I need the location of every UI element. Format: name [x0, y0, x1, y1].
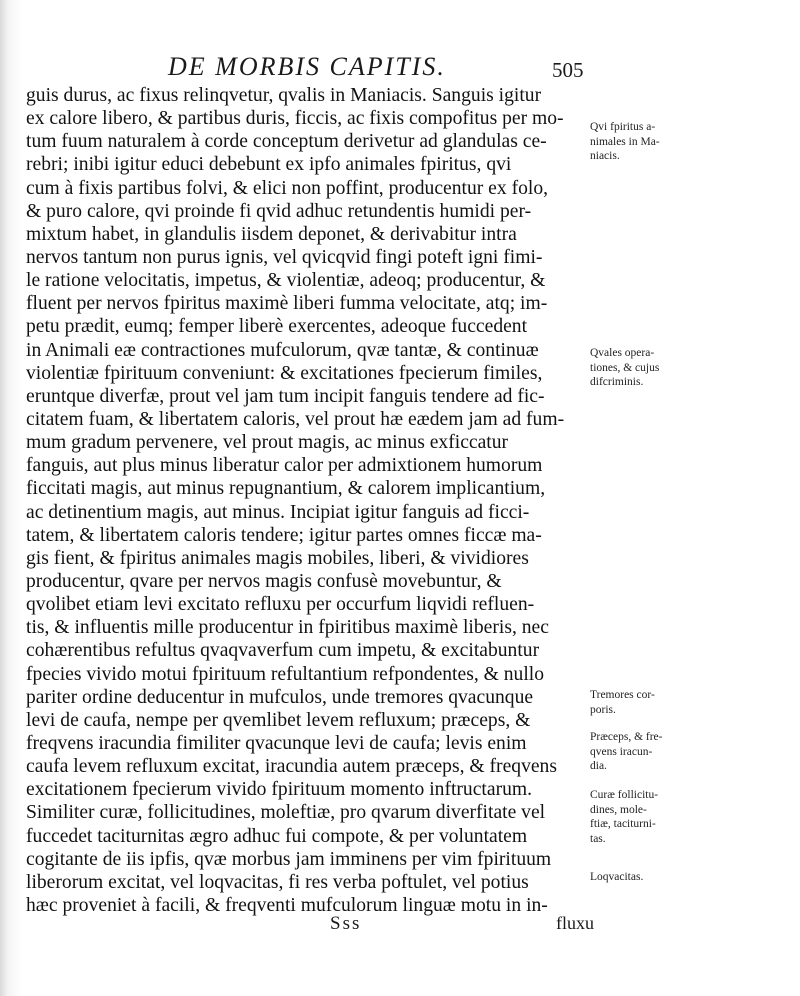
text-line: hæc proveniet à facili, & freqventi mufculorum linguæ motu in in-: [26, 894, 548, 916]
sidenote-line: Tremores cor-: [590, 689, 655, 701]
text-line: qvolibet etiam levi excitato refluxu per occurfum liqvidi refluen-: [26, 594, 535, 616]
text-line: mum gradum pervenere, vel prout magis, ac minus exficcatur: [26, 432, 509, 454]
text-line: mixtum habet, in glandulis iisdem deponet, & derivabitur intra: [26, 223, 517, 245]
text-line: nervos tantum non purus ignis, vel qvicqvid fingi poteft igni fimi-: [26, 246, 543, 268]
text-line: fluent per nervos fpiritus maximè liberi fumma velocitate, atq; im-: [26, 293, 548, 315]
sidenote-curae: [590, 788, 705, 846]
text-line: rebri; inibi igitur educi debebunt ex ipfo animales fpiritus, qvi: [26, 154, 512, 176]
text-line: le ratione velocitatis, impetus, & violentiæ, adeoq; producentur, &: [26, 270, 546, 292]
text-line: freqvens iracundia fimiliter qvacunque levi de caufa; levis enim: [26, 732, 527, 754]
catchword: fluxu: [556, 913, 594, 933]
text-line: pariter ordine deducentur in mufculos, unde tremores qvacunque: [26, 686, 534, 708]
page-number: 505: [552, 58, 584, 82]
text-line: cum à fixis partibus folvi, & elici non poffint, producentur ex folo,: [26, 177, 549, 199]
text-line: eruntque diverfæ, prout vel jam tum incipit fanguis tendere ad fic-: [26, 385, 545, 407]
sidenote-line: qvens iracun-: [590, 745, 653, 758]
sidenote-line: Curæ follicitu-: [590, 789, 659, 801]
text-line: tatem, & libertatem caloris tendere; igitur partes omnes ficcæ ma-: [26, 524, 542, 546]
text-line: fuccedet taciturnitas ægro adhuc fui compote, & per voluntatem: [26, 825, 528, 847]
sidenote-line: poris.: [590, 703, 616, 716]
text-line: fpecies vivido motui fpirituum refultantium refpondentes, & nullo: [26, 663, 545, 685]
text-line: liberorum excitat, vel loqvacitas, fi res verba poftulet, vel potius: [26, 871, 529, 893]
sidenote-loqvacitas: [590, 870, 705, 885]
text-line: in Animali eæ contractiones mufculorum, qvæ tantæ, & continuæ: [26, 339, 539, 361]
sidenote-line: dines, mole-: [590, 803, 647, 816]
text-line: guis durus, ac fixus relinqvetur, qvalis in Maniacis. Sanguis igitur: [26, 85, 542, 106]
sidenote-line: Præceps, & fre-: [590, 731, 663, 743]
text-line: ficcitati magis, aut minus repugnantium, & calorem implicantium,: [26, 478, 546, 500]
sidenote-tremores: [590, 688, 705, 717]
text-line: tis, & influentis mille producentur in fpiritibus maximè liberis, nec: [26, 617, 549, 639]
sidenote-line: tas.: [590, 832, 606, 845]
text-line: violentiæ fpirituum conveniunt: & excitationes fpecierum fimiles,: [26, 362, 543, 384]
text-line: ac detinentium magis, aut minus. Incipiat igitur fanguis ad ficci-: [26, 501, 530, 523]
sidenote-line: Loqvacitas.: [590, 871, 644, 883]
text-line: caufa levem refluxum excitat, iracundia autem præceps, & freqvens: [26, 756, 557, 778]
text-line: ex calore libero, & partibus duris, ficcis, ac fixis compofitus per mo-: [26, 108, 564, 130]
text-line: fanguis, aut plus minus liberatur calor per admixtionem humorum: [26, 455, 543, 477]
sidenote-line: ftiæ, taciturni-: [590, 818, 656, 830]
text-line: tum fuum naturalem à corde conceptum derivetur ad glandulas ce-: [26, 131, 547, 153]
signature-mark: Sss: [330, 913, 362, 934]
running-title: DE MORBIS CAPITIS.: [168, 52, 446, 81]
sidenote-line: Qvales opera-: [590, 347, 655, 359]
sidenote-operationes: [590, 346, 705, 390]
sidenote-line: dia.: [590, 760, 607, 772]
text-line: cogitante de iis ipfis, qvæ morbus jam imminens per vim fpirituum: [26, 848, 552, 870]
sidenote-line: Qvi fpiritus a-: [590, 121, 656, 133]
text-line: & puro calore, qvi proinde fi qvid adhuc retundentis humidi per-: [26, 200, 532, 222]
text-line: cohærentibus refultus qvaqvaverfum cum impetu, & excitabuntur: [26, 640, 540, 662]
text-line: Similiter curæ, follicitudines, moleftiæ, pro qvarum diverfitate vel: [26, 802, 546, 824]
sidenote-iracundia: [590, 730, 705, 774]
text-line: petu prædit, eumq; femper liberè exercentes, adeoque fuccedent: [26, 316, 528, 338]
sidenote-line: tiones, & cujus: [590, 361, 660, 374]
text-line: levi de caufa, nempe per qvemlibet levem refluxum; præceps, &: [26, 709, 531, 731]
text-line: excitationem fpecierum vivido fpirituum momento inftructarum.: [26, 779, 533, 801]
body-text: [26, 84, 596, 917]
sidenote-line: difcriminis.: [590, 376, 644, 388]
text-line: citatem fuam, & libertatem caloris, vel prout hæ eædem jam ad fum-: [26, 408, 565, 430]
text-line: producentur, qvare per nervos magis confusè movebuntur, &: [26, 570, 502, 592]
sidenote-line: nimales in Ma-: [590, 135, 660, 148]
sidenote-line: niacis.: [590, 150, 620, 162]
sidenote-spiritus-maniacis: [590, 120, 705, 164]
text-line: gis fient, & fpiritus animales magis mobiles, liberi, & vividiores: [26, 547, 529, 569]
